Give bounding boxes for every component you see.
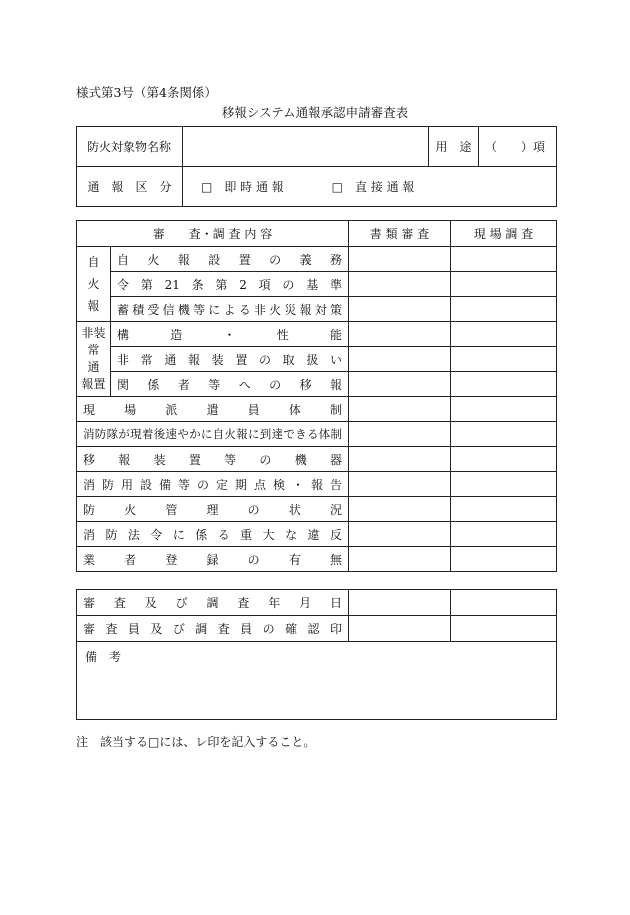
review-item: 令第21条第2項の基準 [111,272,349,297]
review-item: 消防法令に係る重大な違反 [77,522,349,547]
document-review-cell[interactable] [349,372,451,397]
group-label-emergency-report-device: 非装 常 通 報置 [77,322,111,397]
use-field[interactable]: （ ）項 [479,127,557,167]
site-survey-cell[interactable] [451,397,557,422]
review-content-header: 審 査・調 査 内 容 [77,221,349,247]
document-review-cell[interactable] [349,422,451,447]
form-number-label: 様式第3号（第4条関係） [76,85,217,100]
object-name-label: 防火対象物名称 [77,127,183,167]
document-review-cell[interactable] [349,497,451,522]
review-date-label: 審査及び調査年月日 [77,590,349,616]
document-review-cell[interactable] [349,447,451,472]
site-survey-cell[interactable] [451,372,557,397]
site-survey-cell[interactable] [451,447,557,472]
site-survey-cell[interactable] [451,522,557,547]
object-name-field[interactable] [183,127,429,167]
site-survey-cell[interactable] [451,322,557,347]
site-survey-cell[interactable] [451,247,557,272]
direct-report-checkbox[interactable]: □ 直 接 通 報 [331,180,415,194]
document-review-cell[interactable] [349,247,451,272]
review-date-site-cell[interactable] [451,590,557,616]
document-review-cell[interactable] [349,397,451,422]
site-survey-cell[interactable] [451,347,557,372]
document-review-cell[interactable] [349,322,451,347]
group-label-fire-alarm: 自 火 報 [77,247,111,322]
applicant-info-table [76,126,557,207]
review-date-doc-cell[interactable] [349,590,451,616]
confirmation-stamp-doc-cell[interactable] [349,616,451,642]
document-review-header: 書 類 審 査 [349,221,451,247]
report-method-options [183,167,557,207]
footnote: 注 該当する□には、レ印を記入すること。 [76,735,316,749]
review-item: 非常通報装置の取扱い [111,347,349,372]
review-item: 蓄積受信機等による非火災報対策 [111,297,349,322]
document-review-cell[interactable] [349,547,451,572]
document-review-cell[interactable] [349,347,451,372]
site-survey-header: 現 場 調 査 [451,221,557,247]
site-survey-cell[interactable] [451,272,557,297]
site-survey-cell[interactable] [451,497,557,522]
review-item: 関係者等への移報 [111,372,349,397]
site-survey-cell[interactable] [451,472,557,497]
review-item: 自火報設置の義務 [111,247,349,272]
site-survey-cell[interactable] [451,297,557,322]
review-item: 消防隊が現着後速やかに自火報に到達できる体制 [77,422,349,447]
review-item: 構造・性能 [111,322,349,347]
document-review-cell[interactable] [349,272,451,297]
review-item: 移報装置等の機器 [77,447,349,472]
immediate-report-checkbox[interactable]: □ 即 時 通 報 [201,180,284,194]
report-method-label: 通 報 区 分 [77,167,183,207]
remarks-label: 備 考 [85,650,122,664]
review-item: 消防用設備等の定期点検・報告 [77,472,349,497]
review-table [76,220,557,572]
site-survey-cell[interactable] [451,422,557,447]
document-review-cell[interactable] [349,472,451,497]
review-item: 業者登録の有無 [77,547,349,572]
review-item: 現場派遣員体制 [77,397,349,422]
site-survey-cell[interactable] [451,547,557,572]
confirmation-stamp-site-cell[interactable] [451,616,557,642]
review-item: 防火管理の状況 [77,497,349,522]
confirmation-table [76,589,557,720]
use-label: 用 途 [429,127,479,167]
page-title: 移報システム通報承認申請審査表 [221,105,409,120]
confirmation-stamp-label: 審査員及び調査員の確認印 [77,616,349,642]
document-review-cell[interactable] [349,297,451,322]
remarks-field[interactable] [77,642,557,720]
document-review-cell[interactable] [349,522,451,547]
